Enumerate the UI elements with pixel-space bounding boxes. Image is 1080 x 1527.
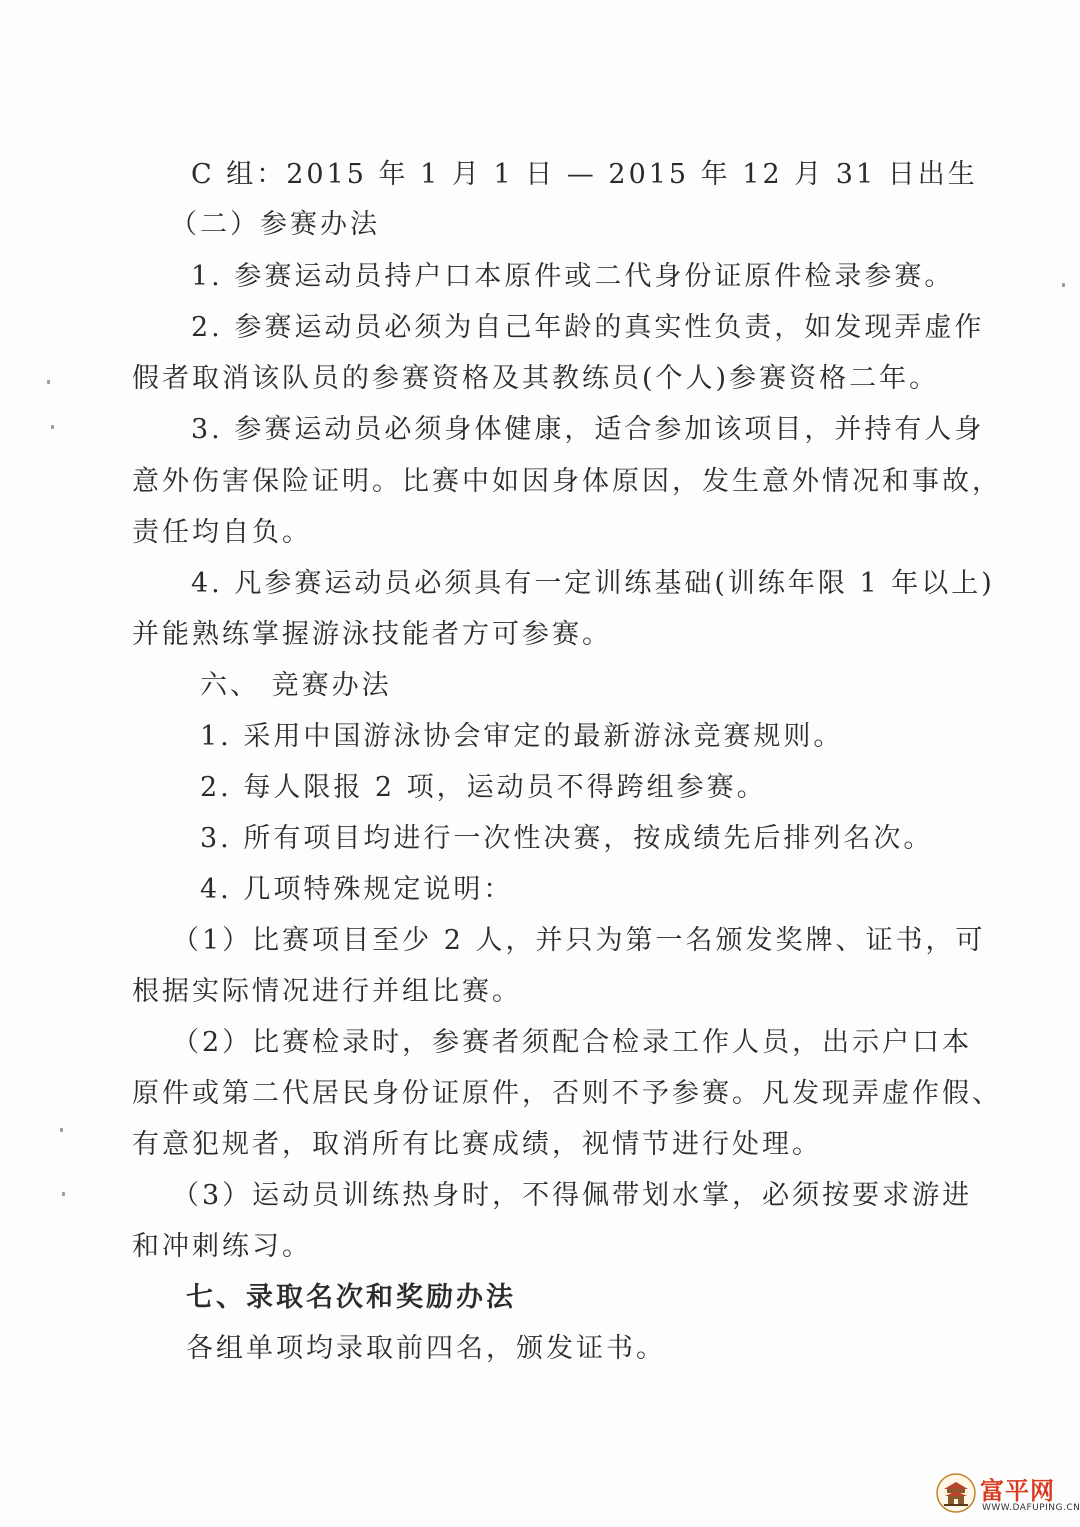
paragraph-line: 2. 每人限报 2 项，运动员不得跨组参赛。	[200, 772, 767, 803]
paragraph-line: 1. 采用中国游泳协会审定的最新游泳竞赛规则。	[200, 721, 844, 752]
paragraph-line: 意外伤害保险证明。比赛中如因身体原因，发生意外情况和事故，	[132, 466, 1002, 497]
pagoda-logo-icon	[936, 1473, 976, 1513]
paragraph-line: 1. 参赛运动员持户口本原件或二代身份证原件检录参赛。	[191, 261, 955, 292]
paragraph-line: 和冲刺练习。	[132, 1231, 312, 1262]
paragraph-line: 2. 参赛运动员必须为自己年龄的真实性负责，如发现弄虚作	[191, 312, 985, 343]
watermark-url: WWW.DAFUPING.CN	[982, 1503, 1080, 1513]
paragraph-line: 4. 几项特殊规定说明：	[200, 874, 514, 905]
paragraph-line: 4. 凡参赛运动员必须具有一定训练基础(训练年限 1 年以上)	[191, 568, 995, 599]
paragraph-line: （3）运动员训练热身时，不得佩带划水掌，必须按要求游进	[172, 1180, 973, 1211]
section-heading-awards: 七、录取名次和奖励办法	[186, 1282, 516, 1313]
paragraph-line: 根据实际情况进行并组比赛。	[132, 976, 522, 1007]
section-heading-registration: （二）参赛办法	[170, 209, 380, 240]
scan-speck	[51, 425, 54, 429]
paragraph-line: 各组单项均录取前四名，颁发证书。	[186, 1333, 666, 1364]
scan-speck	[47, 380, 50, 384]
paragraph-line: 有意犯规者，取消所有比赛成绩，视情节进行处理。	[132, 1129, 822, 1160]
paragraph-line: 并能熟练掌握游泳技能者方可参赛。	[132, 619, 612, 650]
section-heading-competition: 六、 竞赛办法	[200, 670, 392, 701]
paragraph-line: 假者取消该队员的参赛资格及其教练员(个人)参赛资格二年。	[132, 363, 940, 394]
paragraph-line: 3. 参赛运动员必须身体健康，适合参加该项目，并持有人身	[191, 414, 985, 445]
paragraph-line: 3. 所有项目均进行一次性决赛，按成绩先后排列名次。	[200, 823, 934, 854]
birth-range-line: C 组：2015 年 1 月 1 日 — 2015 年 12 月 31 日出生	[191, 159, 978, 190]
paragraph-line: 原件或第二代居民身份证原件，否则不予参赛。凡发现弄虚作假、	[132, 1078, 1002, 1109]
site-watermark	[932, 1469, 1080, 1521]
paragraph-line: （2）比赛检录时，参赛者须配合检录工作人员，出示户口本	[172, 1027, 973, 1058]
paragraph-line: （1）比赛项目至少 2 人，并只为第一名颁发奖牌、证书，可	[172, 925, 986, 956]
watermark-site-name: 富平网	[980, 1477, 1055, 1505]
scan-speck	[1062, 283, 1065, 287]
scan-speck	[60, 1128, 63, 1132]
scan-speck	[62, 1192, 65, 1196]
paragraph-line: 责任均自负。	[132, 517, 312, 548]
